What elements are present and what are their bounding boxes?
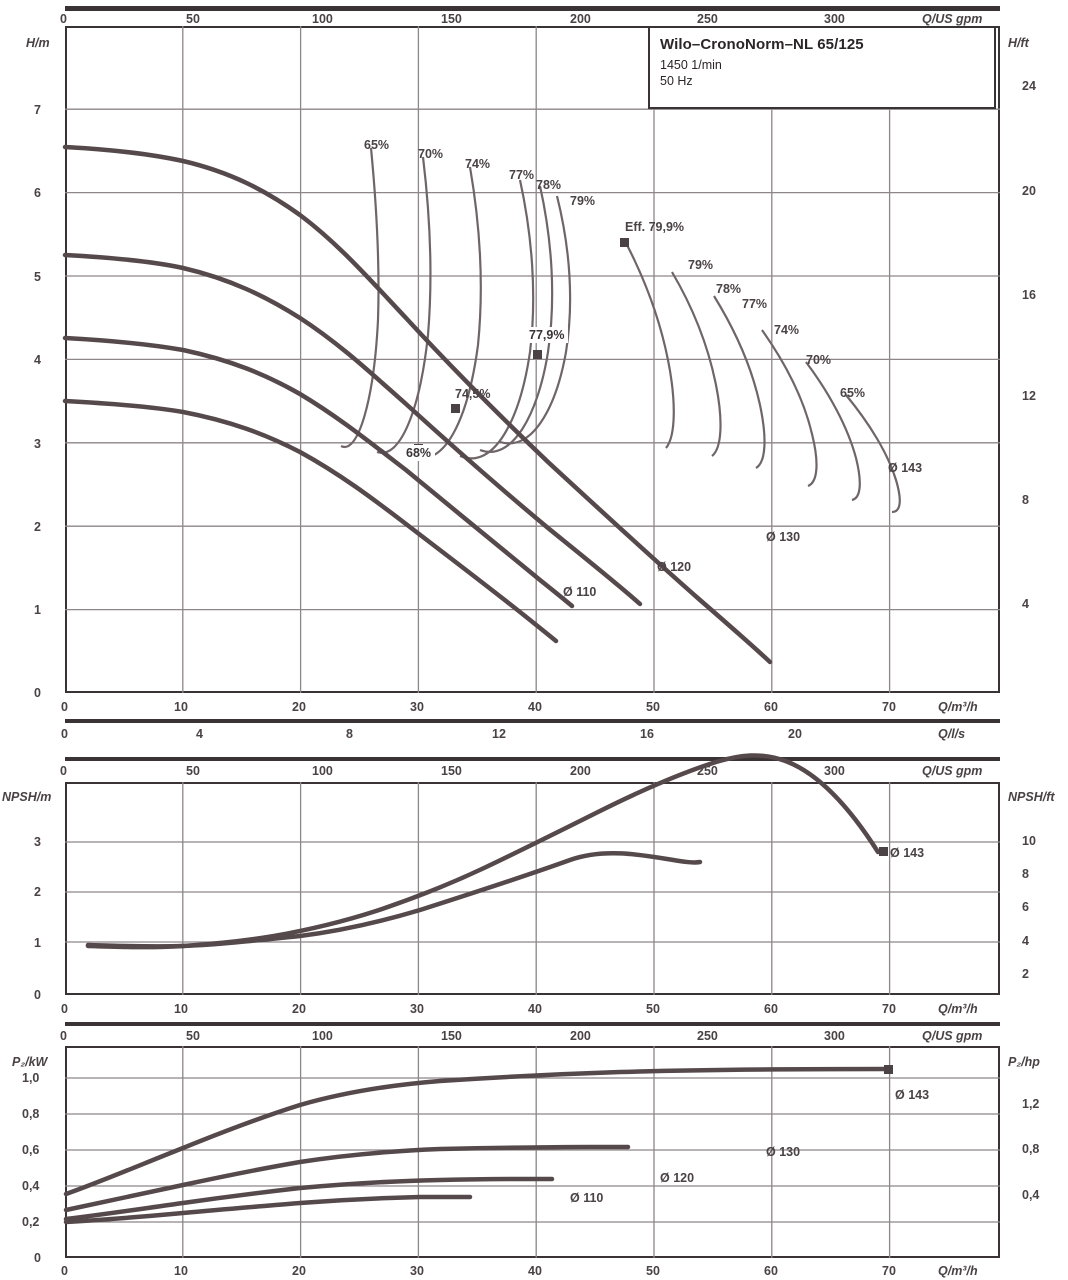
power-left-tick-10: 1,0 [22, 1071, 40, 1085]
power-right-tick-12: 1,2 [1022, 1097, 1040, 1111]
power-bottom-tick-60: 60 [764, 1264, 778, 1278]
power-curve-label-110: Ø 110 [570, 1191, 604, 1205]
power-top-tick-250: 250 [697, 1029, 718, 1043]
head-right-tick-12: 12 [1022, 389, 1036, 403]
eff-label-70-right: 70% [806, 353, 832, 367]
ls-tick-20: 20 [788, 727, 802, 741]
power-curve-label-143: Ø 143 [895, 1088, 930, 1102]
head-bottom-axis-label: Q/m³/h [938, 700, 978, 714]
head-bottom-tick-50: 50 [646, 700, 660, 714]
npsh-top-tick-250: 250 [697, 764, 718, 778]
npsh-bottom-tick-40: 40 [528, 1002, 542, 1016]
power-bottom-tick-30: 30 [410, 1264, 424, 1278]
power-bottom-tick-50: 50 [646, 1264, 660, 1278]
power-bottom-tick-20: 20 [292, 1264, 306, 1278]
power-curve-120 [66, 1179, 552, 1219]
npsh-left-tick-1: 1 [34, 936, 41, 950]
power-bottom-axis-label: Q/m³/h [938, 1264, 978, 1278]
power-left-tick-0: 0 [34, 1251, 41, 1265]
head-bottom-tick-0: 0 [61, 700, 68, 714]
power-top-tick-150: 150 [441, 1029, 462, 1043]
power-top-tick-100: 100 [312, 1029, 333, 1043]
head-left-tick-6: 6 [34, 186, 41, 200]
power-top-tick-50: 50 [186, 1029, 200, 1043]
ls-tick-4: 4 [196, 727, 203, 741]
head-bottom-tick-70: 70 [882, 700, 896, 714]
eff-label-65-right: 65% [840, 386, 866, 400]
operating-point-label-2: 77,9% [525, 327, 568, 343]
ls-tick-16: 16 [640, 727, 654, 741]
npsh-top-tick-0: 0 [60, 764, 67, 778]
npsh-bottom-tick-20: 20 [292, 1002, 306, 1016]
title-frequency: 50 Hz [660, 74, 693, 88]
power-curve-label-130: Ø 130 [766, 1145, 801, 1159]
head-bottom-tick-10: 10 [174, 700, 188, 714]
top-tick-100: 100 [312, 12, 333, 26]
title-speed: 1450 1/min [660, 58, 722, 72]
head-left-axis-label: H/m [26, 36, 50, 50]
top-tick-200: 200 [570, 12, 591, 26]
head-left-tick-4: 4 [34, 353, 41, 367]
head-right-tick-8: 8 [1022, 493, 1029, 507]
head-right-axis-label: H/ft [1008, 36, 1029, 50]
power-bottom-tick-10: 10 [174, 1264, 188, 1278]
head-bottom-tick-60: 60 [764, 700, 778, 714]
top-tick-150: 150 [441, 12, 462, 26]
ls-tick-0: 0 [61, 727, 68, 741]
eff-label-74-right: 74% [774, 323, 800, 337]
title-model: Wilo–CronoNorm–NL 65/125 [660, 36, 864, 53]
npsh-top-tick-100: 100 [312, 764, 333, 778]
top-tick-50: 50 [186, 12, 200, 26]
eff-label-79-right: 79% [688, 258, 714, 272]
eff-label-65-left: 65% [364, 138, 390, 152]
top-tick-300: 300 [824, 12, 845, 26]
head-curve-label-130: Ø 130 [766, 530, 801, 544]
npsh-top-tick-50: 50 [186, 764, 200, 778]
npsh-bottom-tick-70: 70 [882, 1002, 896, 1016]
power-left-tick-02: 0,2 [22, 1215, 40, 1229]
npsh-left-tick-2: 2 [34, 885, 41, 899]
npsh-right-tick-4: 4 [1022, 934, 1029, 948]
power-curve-143 [66, 1069, 885, 1194]
top-tick-250: 250 [697, 12, 718, 26]
npsh-bottom-tick-10: 10 [174, 1002, 188, 1016]
ls-tick-12: 12 [492, 727, 506, 741]
npsh-bottom-tick-0: 0 [61, 1002, 68, 1016]
head-right-tick-24: 24 [1022, 79, 1036, 93]
npsh-right-tick-8: 8 [1022, 867, 1029, 881]
power-top-tick-0: 0 [60, 1029, 67, 1043]
npsh-right-tick-10: 10 [1022, 834, 1036, 848]
top-axis-label: Q/US gpm [922, 12, 983, 26]
npsh-bottom-tick-50: 50 [646, 1002, 660, 1016]
head-curve-label-120: Ø 120 [657, 560, 692, 574]
head-left-tick-0: 0 [34, 686, 41, 700]
npsh-right-tick-6: 6 [1022, 900, 1029, 914]
npsh-left-tick-3: 3 [34, 835, 41, 849]
npsh-bottom-tick-30: 30 [410, 1002, 424, 1016]
power-left-tick-06: 0,6 [22, 1143, 40, 1157]
eff-label-78-right: 78% [716, 282, 742, 296]
power-top-tick-200: 200 [570, 1029, 591, 1043]
head-curve-label-110: Ø 110 [563, 585, 597, 599]
power-dot-143 [884, 1065, 893, 1074]
power-right-tick-04: 0,4 [1022, 1188, 1040, 1202]
power-bottom-tick-0: 0 [61, 1264, 68, 1278]
head-left-tick-2: 2 [34, 520, 41, 534]
operating-point-label-3: 74,5% [455, 387, 491, 401]
top-tick-0: 0 [60, 12, 67, 26]
operating-point-label-1: Eff. 79,9% [625, 220, 685, 234]
power-curve-label-120: Ø 120 [660, 1171, 695, 1185]
npsh-top-tick-150: 150 [441, 764, 462, 778]
npsh-top-axis-label: Q/US gpm [922, 764, 983, 778]
head-left-tick-3: 3 [34, 437, 41, 451]
power-right-axis-label: P₂/hp [1008, 1055, 1040, 1069]
head-curve-label-143: Ø 143 [888, 461, 923, 475]
power-left-tick-04: 0,4 [22, 1179, 40, 1193]
head-left-tick-1: 1 [34, 603, 41, 617]
head-right-tick-16: 16 [1022, 288, 1036, 302]
ls-tick-8: 8 [346, 727, 353, 741]
operating-point-label-4: 68% [402, 445, 435, 461]
head-left-tick-7: 7 [34, 103, 41, 117]
eff-label-79-left: 79% [570, 194, 596, 208]
eff-label-70-left: 70% [418, 147, 444, 161]
npsh-right-tick-2: 2 [1022, 967, 1029, 981]
npsh-curve-label-143: Ø 143 [890, 846, 925, 860]
power-left-tick-08: 0,8 [22, 1107, 40, 1121]
eff-label-78-left: 78% [536, 178, 562, 192]
npsh-left-axis-label: NPSH/m [2, 790, 52, 804]
npsh-bottom-axis-label: Q/m³/h [938, 1002, 978, 1016]
power-right-tick-08: 0,8 [1022, 1142, 1040, 1156]
power-top-tick-300: 300 [824, 1029, 845, 1043]
eff-label-77-left: 77% [509, 168, 535, 182]
npsh-right-axis-label: NPSH/ft [1008, 790, 1055, 804]
power-left-axis-label: P₂/kW [12, 1055, 48, 1069]
npsh-left-tick-0: 0 [34, 988, 41, 1002]
head-left-tick-5: 5 [34, 270, 41, 284]
eff-label-74-left: 74% [465, 157, 491, 171]
npsh-top-tick-300: 300 [824, 764, 845, 778]
power-top-axis-label: Q/US gpm [922, 1029, 983, 1043]
eff-label-77-right: 77% [742, 297, 768, 311]
ls-axis-label: Q/l/s [938, 727, 966, 741]
npsh-top-tick-200: 200 [570, 764, 591, 778]
head-bottom-tick-20: 20 [292, 700, 306, 714]
power-bottom-tick-40: 40 [528, 1264, 542, 1278]
head-right-tick-20: 20 [1022, 184, 1036, 198]
head-right-tick-4: 4 [1022, 597, 1029, 611]
npsh-bottom-tick-60: 60 [764, 1002, 778, 1016]
power-bottom-tick-70: 70 [882, 1264, 896, 1278]
head-bottom-tick-40: 40 [528, 700, 542, 714]
head-bottom-tick-30: 30 [410, 700, 424, 714]
